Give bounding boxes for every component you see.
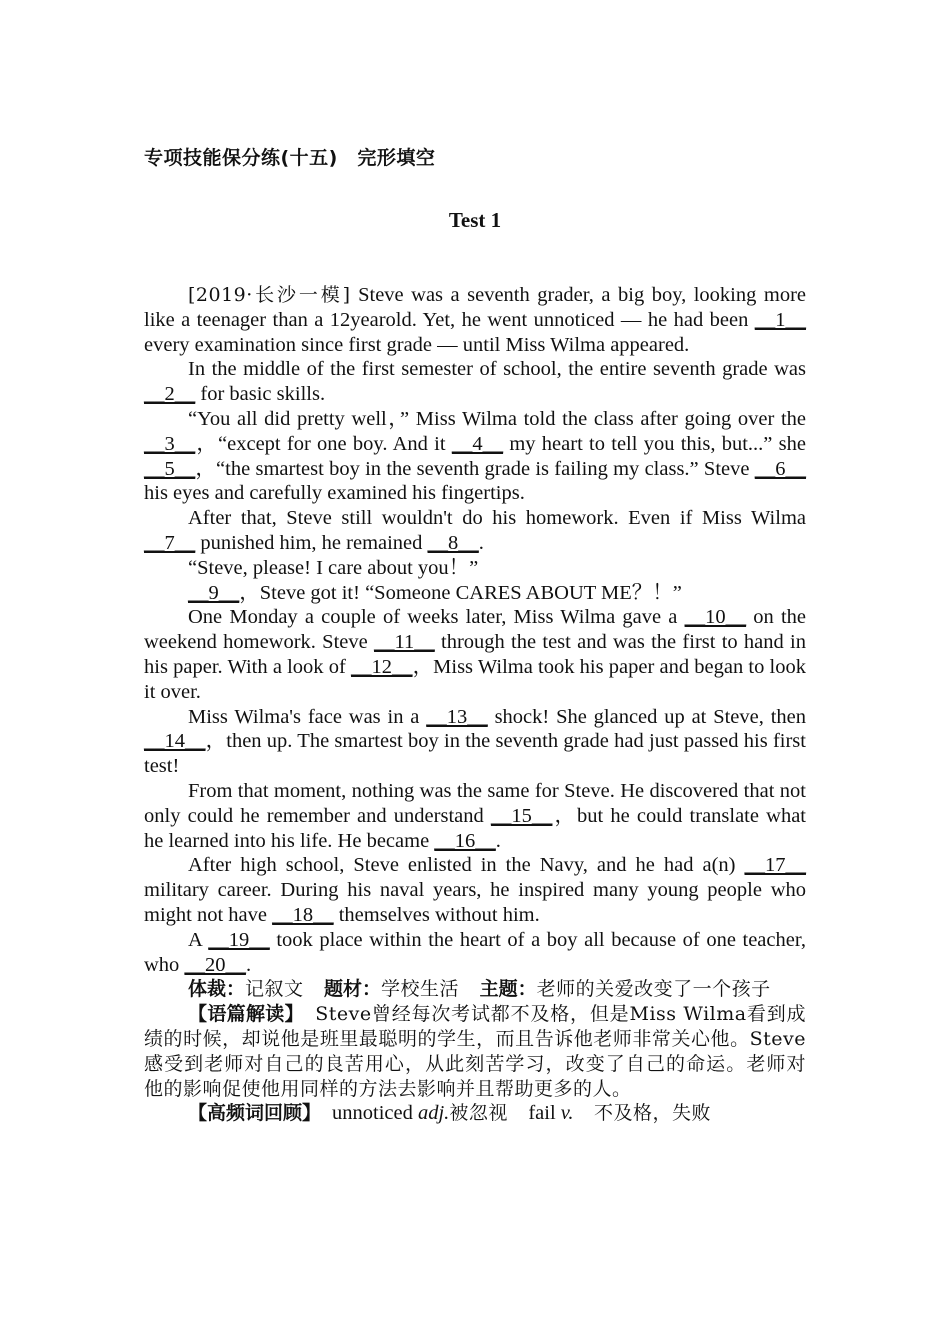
passage (144, 283, 806, 1126)
paragraph-9: From that moment, nothing was the same for Steve. He discovered that not only could he remember and understand __15__，but he could translate what he learned into his life. He became __16__. (144, 779, 806, 852)
blank-10: __10__ (684, 606, 747, 629)
blank-4: __4__ (451, 432, 504, 455)
theme-value: 老师的关爱改变了一个孩子 (536, 978, 771, 1001)
blank-14: __14__ (144, 730, 206, 753)
blank-13: __13__ (426, 705, 488, 728)
blank-6: __6__ (754, 457, 806, 480)
blank-15: __15__ (490, 804, 553, 827)
analysis-text: Steve曾经每次考试都不及格，但是Miss Wilma看到成绩的时候，却说他是班里最聪明的学生，而且告诉他老师非常关心他。Steve感受到老师对自己的良苦用心，从此刻苦学习，改变了自己的命运。老师对他的影响促使他用同样的方法去影响并且帮助更多的人。 (144, 1003, 807, 1100)
paragraph-4: After that, Steve still wouldn't do his homework. Even if Miss Wilma __7__ punished him, he remained __8__. (144, 507, 806, 554)
blank-7: __7__ (144, 531, 196, 554)
vocab-label: 【高频词回顾】 (188, 1102, 312, 1125)
paragraph-7: One Monday a couple of weeks later, Miss Wilma gave a __10__ on the weekend homework. Steve __11__ through the test and was the first to hand in his paper. With a look of __12__，Miss Wilma took his paper and began to look it over. (144, 606, 806, 703)
vocab-pos-1: adj. (417, 1102, 450, 1125)
blank-12: __12__ (351, 655, 413, 678)
vocab-meaning-1: 被忽视 (449, 1102, 508, 1125)
blank-3: __3__ (144, 432, 196, 455)
blank-8: __8__ (427, 531, 479, 554)
topic-label: 题材： (324, 978, 382, 1001)
source-tag: [2019·长沙一模] (188, 284, 351, 306)
topic-value: 学校生活 (381, 978, 460, 1001)
paragraph-1: [2019·长沙一模] Steve was a seventh grader, a big boy, looking more like a teenager than a 12yearold. Yet, he went unnoticed — he had been __1__ every examination since first grade — until Miss Wilma appeared. (144, 284, 806, 356)
blank-20: __20__ (184, 953, 246, 976)
genre-value: 记叙文 (245, 978, 304, 1001)
vocab-word-1: unnoticed (332, 1102, 413, 1125)
section-title: 专项技能保分练(十五) 完形填空 (144, 147, 436, 169)
blank-9: __9__ (188, 581, 240, 604)
blank-2: __2__ (144, 383, 196, 406)
blank-1: __1__ (754, 308, 806, 331)
blank-18: __18__ (272, 903, 334, 926)
genre-line (144, 977, 806, 1002)
analysis-paragraph (144, 1002, 806, 1101)
paragraph-3: “You all did pretty well，” Miss Wilma told the class after going over the __3__，“except for one boy. And it __4__ my heart to tell you this, but...” she __5__，“the smartest boy in the seventh grade is failing my class.” Steve __6__ his eyes and carefully examined his fingertips. (144, 407, 806, 505)
paragraph-8: Miss Wilma's face was in a __13__ shock! She glanced up at Steve, then __14__，then up. The smartest boy in the seventh grade had just passed his first test! (144, 705, 807, 778)
test-title: Test 1 (448, 208, 502, 232)
analysis-label: 【语篇解读】 (188, 1003, 295, 1026)
vocab-pos-2: v. (560, 1102, 574, 1125)
paragraph-11: A __19__ took place within the heart of a boy all because of one teacher, who __20__. (144, 928, 806, 976)
vocab-meaning-2: 不及格，失败 (593, 1102, 711, 1125)
paragraph-10: After high school, Steve enlisted in the Navy, and he had a(n) __17__ military career. During his naval years, he inspired many young people who might not have __18__ themselves without him. (144, 854, 806, 926)
genre-label: 体裁： (188, 978, 246, 1001)
paragraph-2: In the middle of the first semester of school, the entire seventh grade was __2__ for basic skills. (144, 358, 806, 406)
vocab-word-2: fail (528, 1102, 556, 1125)
vocab-line (144, 1101, 806, 1126)
paragraph-6: __9__，Steve got it! “Someone CARES ABOUT ME？！” (188, 581, 682, 604)
blank-16: __16__ (434, 829, 496, 852)
blank-17: __17__ (744, 854, 806, 877)
blank-19: __19__ (208, 928, 270, 951)
theme-label: 主题： (479, 978, 537, 1001)
blank-11: __11__ (374, 631, 435, 654)
blank-5: __5__ (144, 457, 196, 480)
paragraph-5: “Steve, please! I care about you！” (188, 556, 479, 579)
